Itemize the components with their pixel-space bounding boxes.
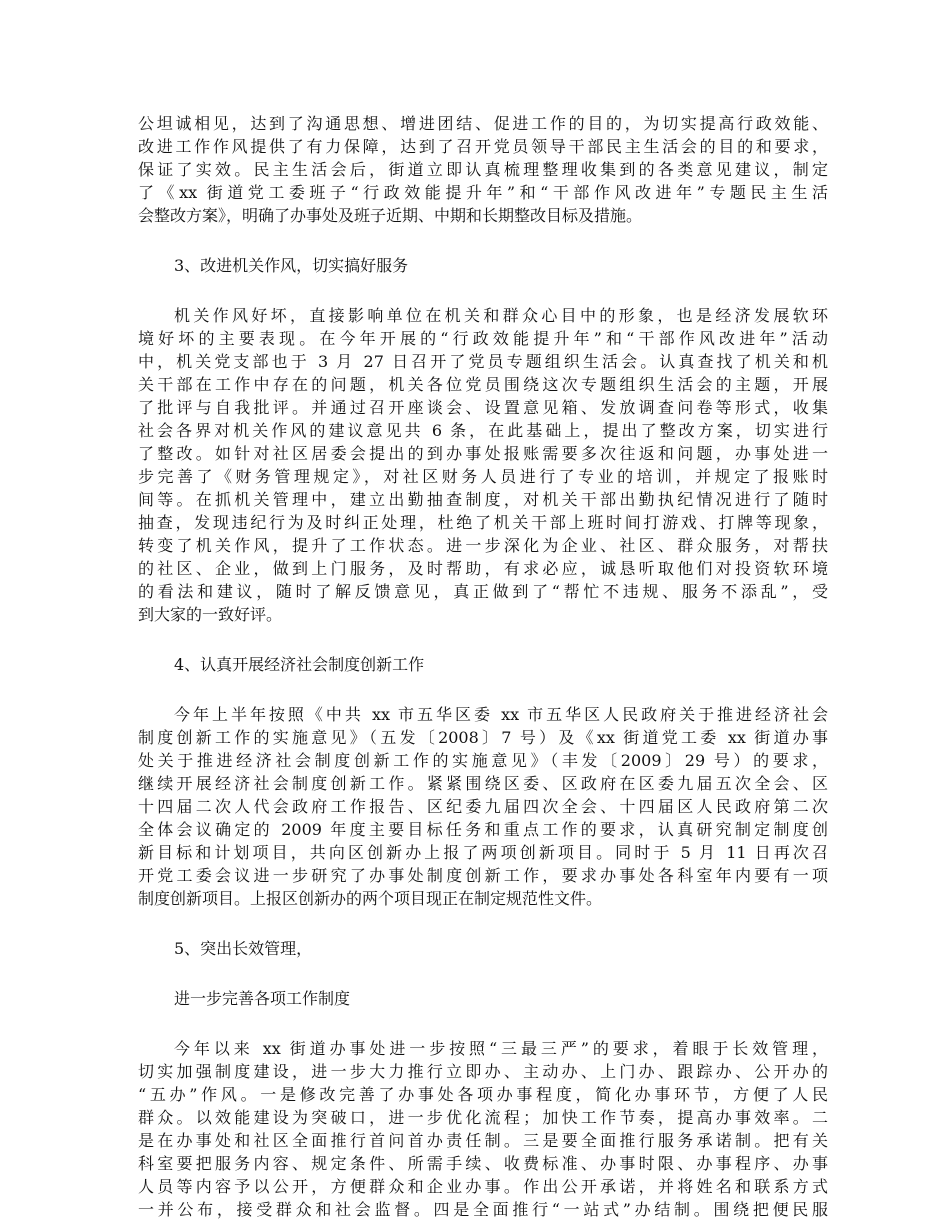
paragraph-1 [138,112,828,227]
text-line: 全体会议确定的 2009 年度主要目标任务和重点工作的要求，认真研究制定制度创 [138,820,828,839]
text-line: 了整改。如针对社区居委会提出的到办事处报账需要多次往返和问题，办事处进一 [138,444,828,463]
text-line: 社会各界对机关作风的建议意见共 6 条，在此基础上，提出了整改方案，切实进行 [138,421,828,440]
text-line: 会整改方案》，明确了办事处及班子近期、中期和长期整改目标及措施。 [138,206,643,225]
text-line: 是在办事处和社区全面推行首问首办责任制。三是要全面推行服务承诺制。把有关 [138,1131,828,1150]
text-line: 开党工委会议进一步研究了办事处制度创新工作，要求办事处各科室年内要有一项 [138,866,828,885]
section-heading-4 [138,653,828,676]
text-line: 保证了实效。民主生活会后，街道立即认真梳理整理收集到的各类意见建议，制定 [138,160,828,179]
text-line: 群众。以效能建设为突破口，进一步优化流程；加快工作节奏，提高办事效率。二 [138,1108,828,1127]
section-heading-5 [138,937,828,960]
text-line: “五办”作风。一是修改完善了办事处各项办事程度，简化办事环节，方便了人民 [138,1085,828,1104]
heading-text: 进一步完善各项工作制度 [174,989,351,1008]
text-line: 科室要把服务内容、规定条件、所需手续、收费标准、办事时限、办事程序、办事 [138,1154,828,1173]
text-line: 今年以来 xx 街道办事处进一步按照“三最三严”的要求，着眼于长效管理， [174,1039,828,1058]
text-line: 继续开展经济社会制度创新工作。紧紧围绕区委、区政府在区委九届五次全会、区 [138,774,828,793]
text-line: 的社区、企业，做到上门服务，及时帮助，有求必应，诚恳听取他们对投资软环境 [138,559,828,578]
paragraph-3 [138,703,828,910]
text-line: 间等。在抓机关管理中，建立出勤抽查制度，对机关干部出勤执纪情况进行了随时 [138,490,828,509]
text-line: 今年上半年按照《中共 xx 市五华区委 xx 市五华区人民政府关于推进经济社会 [174,705,828,724]
text-line: 制度创新项目。上报区创新办的两个项目现正在制定规范性文件。 [138,889,603,908]
text-line: 改进工作作风提供了有力保障，达到了召开党员领导干部民主生活会的目的和要求， [138,137,828,156]
document-body [138,112,828,1221]
text-line: 步完善了《财务管理规定》，对社区财务人员进行了专业的培训，并规定了报账时 [138,467,828,486]
text-line: 公坦诚相见，达到了沟通思想、增进团结、促进工作的目的，为切实提高行政效能、 [138,114,828,133]
text-line: 转变了机关作风，提升了工作状态。进一步深化为企业、社区、群众服务，对帮扶 [138,536,828,555]
paragraph-2 [138,304,828,626]
text-line: 制度创新工作的实施意见》（五发〔2008〕7 号）及《xx 街道党工委 xx 街道办事 [138,728,828,747]
text-line: 抽查，发现违纪行为及时纠正处理，杜绝了机关干部上班时间打游戏、打牌等现象， [138,513,828,532]
paragraph-4 [138,1037,828,1221]
text-line: 人员等内容予以公开，方便群众和企业办事。作出公开承诺，并将姓名和联系方式 [138,1177,828,1196]
text-line: 了《xx 街道党工委班子“行政效能提升年”和“干部作风改进年”专题民主生活 [138,183,828,202]
text-line: 切实加强制度建设，进一步大力推行立即办、主动办、上门办、跟踪办、公开办的 [138,1062,828,1081]
heading-text: 3、改进机关作风，切实搞好服务 [174,256,409,275]
section-subheading-5 [138,987,828,1010]
text-line: 处关于推进经济社会制度创新工作的实施意见》（丰发〔2009〕29 号）的要求， [138,751,828,770]
text-line: 到大家的一致好评。 [138,605,283,624]
text-line: 中，机关党支部也于 3 月 27 日召开了党员专题组织生活会。认真查找了机关和机 [138,352,828,371]
text-line: 境好坏的主要表现。在今年开展的“行政效能提升年”和“干部作风改进年”活动 [138,329,828,348]
heading-text: 4、认真开展经济社会制度创新工作 [174,655,425,674]
heading-text: 5、突出长效管理， [174,939,313,958]
text-line: 机关作风好坏，直接影响单位在机关和群众心目中的形象，也是经济发展软环 [174,306,828,325]
text-line: 了批评与自我批评。并通过召开座谈会、设置意见箱、发放调查问卷等形式，收集 [138,398,828,417]
text-line: 新目标和计划项目，共向区创新办上报了两项创新项目。同时于 5 月 11 日再次召 [138,843,828,862]
text-line: 一并公布，接受群众和社会监督。四是全面推行“一站式”办结制。围绕把便民服 [138,1200,828,1219]
text-line: 关干部在工作中存在的问题，机关各位党员围绕这次专题组织生活会的主题，开展 [138,375,828,394]
section-heading-3 [138,254,828,277]
text-line: 十四届二次人代会政府工作报告、区纪委九届四次全会、十四届区人民政府第二次 [138,797,828,816]
text-line: 的看法和建议，随时了解反馈意见，真正做到了“帮忙不违规、服务不添乱”，受 [138,582,828,601]
